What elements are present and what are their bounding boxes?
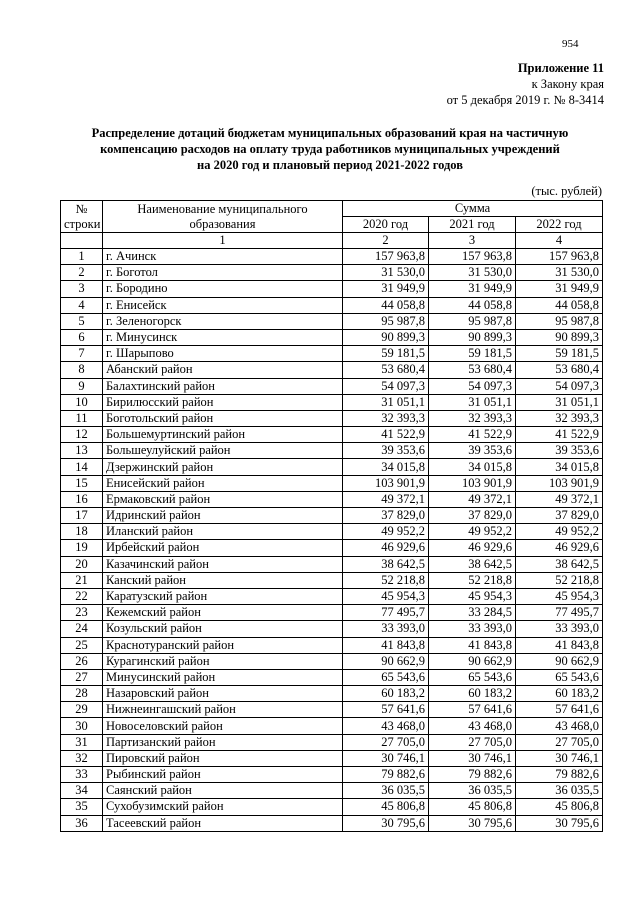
municipality-name-cell: Краснотуранский район: [103, 637, 343, 653]
amount-2022-cell: 157 963,8: [516, 249, 603, 265]
row-number-cell: 29: [61, 702, 103, 718]
amount-2020-cell: 45 806,8: [343, 799, 429, 815]
row-number-cell: 11: [61, 410, 103, 426]
amount-2020-cell: 53 680,4: [343, 362, 429, 378]
amount-2020-cell: 59 181,5: [343, 346, 429, 362]
amount-2020-cell: 95 987,8: [343, 313, 429, 329]
municipality-name-cell: Ермаковский район: [103, 491, 343, 507]
table-row: [61, 718, 603, 734]
amount-2020-cell: 44 058,8: [343, 297, 429, 313]
amount-2022-cell: 52 218,8: [516, 572, 603, 588]
municipality-name-cell: Сухобузимский район: [103, 799, 343, 815]
amount-2021-cell: 90 662,9: [429, 653, 516, 669]
amount-2021-cell: 43 468,0: [429, 718, 516, 734]
municipality-name-cell: Нижнеингашский район: [103, 702, 343, 718]
municipality-name-cell: г. Енисейск: [103, 297, 343, 313]
amount-2021-cell: 60 183,2: [429, 686, 516, 702]
amount-2020-cell: 52 218,8: [343, 572, 429, 588]
table-row: [61, 621, 603, 637]
row-number-cell: 22: [61, 588, 103, 604]
amount-2021-cell: 79 882,6: [429, 767, 516, 783]
row-number-cell: 36: [61, 815, 103, 831]
row-number-cell: 21: [61, 572, 103, 588]
amount-2022-cell: 30 795,6: [516, 815, 603, 831]
amount-2020-cell: 79 882,6: [343, 767, 429, 783]
amount-2020-cell: 27 705,0: [343, 734, 429, 750]
subsidy-table: [60, 200, 603, 832]
municipality-name-cell: Канский район: [103, 572, 343, 588]
table-row: [61, 410, 603, 426]
table-row: [61, 329, 603, 345]
row-number-cell: 17: [61, 508, 103, 524]
header-index-cell: [61, 233, 103, 249]
table-row: [61, 767, 603, 783]
header-municipality-name-label: Наименование муниципального образования: [137, 201, 308, 231]
amount-2021-cell: 59 181,5: [429, 346, 516, 362]
row-number-cell: 31: [61, 734, 103, 750]
amount-2020-cell: 49 372,1: [343, 491, 429, 507]
amount-2020-cell: 77 495,7: [343, 605, 429, 621]
municipality-name-cell: Партизанский район: [103, 734, 343, 750]
appendix-law-date: от 5 декабря 2019 г. № 8-3414: [446, 93, 604, 107]
header-year-2021: 2021 год: [429, 217, 516, 233]
amount-2020-cell: 90 899,3: [343, 329, 429, 345]
amount-2021-cell: 31 530,0: [429, 265, 516, 281]
row-number-cell: 10: [61, 394, 103, 410]
amount-2022-cell: 77 495,7: [516, 605, 603, 621]
amount-2021-cell: 49 372,1: [429, 491, 516, 507]
row-number-cell: 24: [61, 621, 103, 637]
amount-2021-cell: 65 543,6: [429, 669, 516, 685]
header-index-cell: 4: [516, 233, 603, 249]
table-row: [61, 783, 603, 799]
municipality-name-cell: Балахтинский район: [103, 378, 343, 394]
amount-2022-cell: 45 806,8: [516, 799, 603, 815]
municipality-name-cell: Новоселовский район: [103, 718, 343, 734]
amount-2020-cell: 32 393,3: [343, 410, 429, 426]
table-row: [61, 378, 603, 394]
amount-2020-cell: 49 952,2: [343, 524, 429, 540]
table-row: [61, 669, 603, 685]
municipality-name-cell: г. Шарыпово: [103, 346, 343, 362]
row-number-cell: 18: [61, 524, 103, 540]
table-row: [61, 572, 603, 588]
row-number-cell: 35: [61, 799, 103, 815]
amount-2022-cell: 30 746,1: [516, 750, 603, 766]
row-number-cell: 9: [61, 378, 103, 394]
municipality-name-cell: Пировский район: [103, 750, 343, 766]
row-number-cell: 20: [61, 556, 103, 572]
row-number-cell: 12: [61, 427, 103, 443]
row-number-cell: 14: [61, 459, 103, 475]
amount-2022-cell: 39 353,6: [516, 443, 603, 459]
table-row: [61, 588, 603, 604]
amount-2022-cell: 44 058,8: [516, 297, 603, 313]
table-row: [61, 362, 603, 378]
page-number: 954: [562, 38, 579, 50]
table-row: [61, 653, 603, 669]
municipality-name-cell: Кежемский район: [103, 605, 343, 621]
appendix-law-reference: к Закону края: [531, 77, 604, 91]
amount-2022-cell: 38 642,5: [516, 556, 603, 572]
municipality-name-cell: Абанский район: [103, 362, 343, 378]
amount-2021-cell: 33 393,0: [429, 621, 516, 637]
table-row: [61, 540, 603, 556]
title-line-2: компенсацию расходов на оплату труда работников муниципальных учреждений: [100, 142, 560, 156]
table-row: [61, 475, 603, 491]
amount-2020-cell: 54 097,3: [343, 378, 429, 394]
amount-2022-cell: 95 987,8: [516, 313, 603, 329]
row-number-cell: 19: [61, 540, 103, 556]
amount-2021-cell: 41 843,8: [429, 637, 516, 653]
amount-2022-cell: 54 097,3: [516, 378, 603, 394]
table-row: [61, 637, 603, 653]
municipality-name-cell: Курагинский район: [103, 653, 343, 669]
amount-2021-cell: 32 393,3: [429, 410, 516, 426]
table-row: [61, 605, 603, 621]
amount-2020-cell: 38 642,5: [343, 556, 429, 572]
table-row: [61, 702, 603, 718]
table-row: [61, 297, 603, 313]
header-index-cell: 2: [343, 233, 429, 249]
municipality-name-cell: Казачинский район: [103, 556, 343, 572]
table-row: [61, 443, 603, 459]
amount-2020-cell: 41 843,8: [343, 637, 429, 653]
table-row: [61, 556, 603, 572]
row-number-cell: 3: [61, 281, 103, 297]
amount-2021-cell: 53 680,4: [429, 362, 516, 378]
amount-2022-cell: 65 543,6: [516, 669, 603, 685]
table-row: [61, 394, 603, 410]
municipality-name-cell: Большемуртинский район: [103, 427, 343, 443]
amount-2021-cell: 52 218,8: [429, 572, 516, 588]
amount-2022-cell: 79 882,6: [516, 767, 603, 783]
table-row: [61, 265, 603, 281]
amount-2022-cell: 45 954,3: [516, 588, 603, 604]
municipality-name-cell: Иланский район: [103, 524, 343, 540]
amount-2020-cell: 30 795,6: [343, 815, 429, 831]
header-year-2022: 2022 год: [516, 217, 603, 233]
header-municipality-name: [103, 201, 343, 233]
amount-2021-cell: 36 035,5: [429, 783, 516, 799]
row-number-cell: 4: [61, 297, 103, 313]
amount-2021-cell: 41 522,9: [429, 427, 516, 443]
amount-2021-cell: 157 963,8: [429, 249, 516, 265]
header-index-cell: 3: [429, 233, 516, 249]
table-row: [61, 249, 603, 265]
amount-2021-cell: 31 051,1: [429, 394, 516, 410]
amount-2022-cell: 53 680,4: [516, 362, 603, 378]
amount-2022-cell: 41 522,9: [516, 427, 603, 443]
row-number-cell: 6: [61, 329, 103, 345]
amount-2021-cell: 90 899,3: [429, 329, 516, 345]
row-number-cell: 25: [61, 637, 103, 653]
amount-2022-cell: 31 051,1: [516, 394, 603, 410]
appendix-header: [447, 60, 604, 108]
amount-2020-cell: 90 662,9: [343, 653, 429, 669]
amount-2022-cell: 37 829,0: [516, 508, 603, 524]
municipality-name-cell: Боготольский район: [103, 410, 343, 426]
municipality-name-cell: Идринский район: [103, 508, 343, 524]
table-row: [61, 815, 603, 831]
header-index-row: [61, 233, 603, 249]
municipality-name-cell: Назаровский район: [103, 686, 343, 702]
amount-2022-cell: 31 530,0: [516, 265, 603, 281]
municipality-name-cell: г. Бородино: [103, 281, 343, 297]
amount-2022-cell: 49 952,2: [516, 524, 603, 540]
table-row: [61, 799, 603, 815]
amount-2022-cell: 27 705,0: [516, 734, 603, 750]
units-label: (тыс. рублей): [531, 184, 602, 198]
title-line-3: на 2020 год и плановый период 2021-2022 годов: [197, 158, 463, 172]
document-title: [60, 125, 600, 173]
municipality-name-cell: Рыбинский район: [103, 767, 343, 783]
amount-2020-cell: 39 353,6: [343, 443, 429, 459]
amount-2020-cell: 46 929,6: [343, 540, 429, 556]
title-line-1: Распределение дотаций бюджетам муниципальных образований края на частичную: [91, 126, 569, 140]
amount-2020-cell: 41 522,9: [343, 427, 429, 443]
row-number-cell: 16: [61, 491, 103, 507]
municipality-name-cell: г. Боготол: [103, 265, 343, 281]
row-number-cell: 27: [61, 669, 103, 685]
table-row: [61, 686, 603, 702]
municipality-name-cell: Бирилюсский район: [103, 394, 343, 410]
amount-2020-cell: 31 530,0: [343, 265, 429, 281]
municipality-name-cell: Каратузский район: [103, 588, 343, 604]
amount-2022-cell: 32 393,3: [516, 410, 603, 426]
amount-2020-cell: 65 543,6: [343, 669, 429, 685]
amount-2021-cell: 45 954,3: [429, 588, 516, 604]
header-row-top: [61, 201, 603, 217]
amount-2021-cell: 54 097,3: [429, 378, 516, 394]
amount-2021-cell: 95 987,8: [429, 313, 516, 329]
amount-2020-cell: 37 829,0: [343, 508, 429, 524]
table-row: [61, 491, 603, 507]
row-number-cell: 33: [61, 767, 103, 783]
amount-2022-cell: 57 641,6: [516, 702, 603, 718]
municipality-name-cell: Большеулуйский район: [103, 443, 343, 459]
amount-2021-cell: 27 705,0: [429, 734, 516, 750]
amount-2020-cell: 34 015,8: [343, 459, 429, 475]
amount-2022-cell: 33 393,0: [516, 621, 603, 637]
table-row: [61, 346, 603, 362]
header-row-number-label: № строки: [64, 201, 101, 231]
header-row-number: [61, 201, 103, 233]
amount-2020-cell: 57 641,6: [343, 702, 429, 718]
row-number-cell: 5: [61, 313, 103, 329]
amount-2021-cell: 57 641,6: [429, 702, 516, 718]
header-year-2020: 2020 год: [343, 217, 429, 233]
table-row: [61, 281, 603, 297]
municipality-name-cell: Минусинский район: [103, 669, 343, 685]
row-number-cell: 32: [61, 750, 103, 766]
municipality-name-cell: г. Минусинск: [103, 329, 343, 345]
amount-2021-cell: 38 642,5: [429, 556, 516, 572]
amount-2022-cell: 90 899,3: [516, 329, 603, 345]
municipality-name-cell: Енисейский район: [103, 475, 343, 491]
amount-2022-cell: 43 468,0: [516, 718, 603, 734]
amount-2020-cell: 45 954,3: [343, 588, 429, 604]
row-number-cell: 28: [61, 686, 103, 702]
amount-2021-cell: 44 058,8: [429, 297, 516, 313]
amount-2021-cell: 30 746,1: [429, 750, 516, 766]
amount-2021-cell: 46 929,6: [429, 540, 516, 556]
header-sum: Сумма: [343, 201, 603, 217]
amount-2021-cell: 103 901,9: [429, 475, 516, 491]
amount-2022-cell: 59 181,5: [516, 346, 603, 362]
municipality-name-cell: Тасеевский район: [103, 815, 343, 831]
municipality-name-cell: Ирбейский район: [103, 540, 343, 556]
table-row: [61, 313, 603, 329]
municipality-name-cell: г. Зеленогорск: [103, 313, 343, 329]
amount-2021-cell: 31 949,9: [429, 281, 516, 297]
table-row: [61, 508, 603, 524]
amount-2021-cell: 39 353,6: [429, 443, 516, 459]
table-row: [61, 459, 603, 475]
amount-2020-cell: 36 035,5: [343, 783, 429, 799]
row-number-cell: 13: [61, 443, 103, 459]
row-number-cell: 8: [61, 362, 103, 378]
amount-2022-cell: 60 183,2: [516, 686, 603, 702]
amount-2022-cell: 103 901,9: [516, 475, 603, 491]
amount-2021-cell: 33 284,5: [429, 605, 516, 621]
row-number-cell: 23: [61, 605, 103, 621]
municipality-name-cell: Козульский район: [103, 621, 343, 637]
amount-2020-cell: 43 468,0: [343, 718, 429, 734]
table-row: [61, 750, 603, 766]
header-index-cell: 1: [103, 233, 343, 249]
amount-2021-cell: 34 015,8: [429, 459, 516, 475]
row-number-cell: 15: [61, 475, 103, 491]
table-row: [61, 734, 603, 750]
table-row: [61, 524, 603, 540]
appendix-title: Приложение 11: [517, 61, 604, 75]
amount-2020-cell: 103 901,9: [343, 475, 429, 491]
amount-2022-cell: 49 372,1: [516, 491, 603, 507]
amount-2022-cell: 41 843,8: [516, 637, 603, 653]
amount-2022-cell: 46 929,6: [516, 540, 603, 556]
municipality-name-cell: Дзержинский район: [103, 459, 343, 475]
row-number-cell: 1: [61, 249, 103, 265]
row-number-cell: 2: [61, 265, 103, 281]
municipality-name-cell: Саянский район: [103, 783, 343, 799]
amount-2020-cell: 30 746,1: [343, 750, 429, 766]
amount-2020-cell: 157 963,8: [343, 249, 429, 265]
amount-2021-cell: 37 829,0: [429, 508, 516, 524]
amount-2020-cell: 31 051,1: [343, 394, 429, 410]
amount-2022-cell: 31 949,9: [516, 281, 603, 297]
amount-2021-cell: 49 952,2: [429, 524, 516, 540]
amount-2020-cell: 33 393,0: [343, 621, 429, 637]
row-number-cell: 26: [61, 653, 103, 669]
amount-2022-cell: 36 035,5: [516, 783, 603, 799]
row-number-cell: 30: [61, 718, 103, 734]
amount-2022-cell: 90 662,9: [516, 653, 603, 669]
municipality-name-cell: г. Ачинск: [103, 249, 343, 265]
amount-2020-cell: 31 949,9: [343, 281, 429, 297]
table-body: [61, 249, 603, 832]
amount-2021-cell: 30 795,6: [429, 815, 516, 831]
amount-2020-cell: 60 183,2: [343, 686, 429, 702]
amount-2021-cell: 45 806,8: [429, 799, 516, 815]
row-number-cell: 34: [61, 783, 103, 799]
amount-2022-cell: 34 015,8: [516, 459, 603, 475]
row-number-cell: 7: [61, 346, 103, 362]
table-row: [61, 427, 603, 443]
